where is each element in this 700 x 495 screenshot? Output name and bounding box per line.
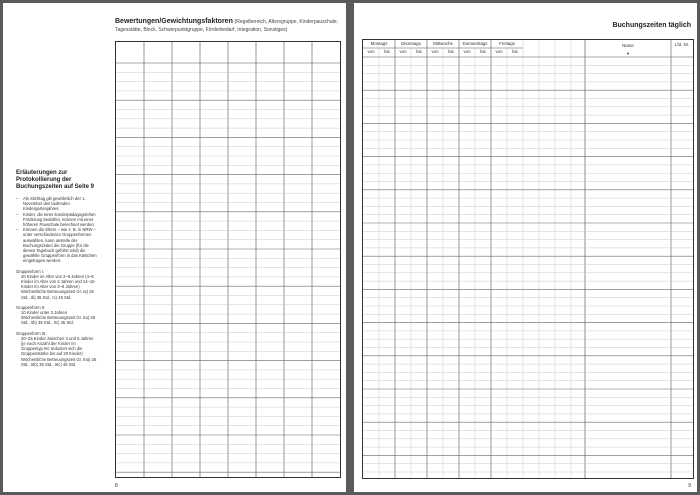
- explanation-sidebar: [16, 170, 98, 372]
- booking-times-table: [362, 39, 694, 479]
- bis-label: bis: [416, 49, 422, 54]
- bis-label: bis: [480, 49, 486, 54]
- day-header-monday: Montags: [370, 41, 388, 46]
- name-header-marker: ▾: [626, 51, 630, 56]
- right-page: [354, 3, 697, 492]
- day-header-friday: Freitags: [499, 41, 515, 46]
- explanation-bullet: – Kinder, die einer sonderpädagogischen Förderung bedürfen, können mit einer höheren Pauschale berechnet werden.: [16, 212, 98, 228]
- group-form-text: Wöchentliche Betreuungszeit Gr. Ia) 25 Std., Ib) 35 Std., Ic) 45 Std.: [21, 289, 94, 300]
- day-header-wednesday: Mittwochs: [433, 41, 453, 46]
- weighting-title-line2: Tagesstätte, Block, Schwerpunktgruppe, Förderbedarf, Integration, Sonstiges): [115, 27, 288, 33]
- page-number-left: 8: [115, 483, 118, 489]
- day-header-tuesday: Dienstags: [401, 41, 421, 46]
- group-form-1: [16, 269, 98, 300]
- left-page-title: [115, 18, 343, 34]
- explanation-heading: Erläuterungen zur Protokollierung der Buchungszeiten auf Seite 9: [16, 170, 95, 190]
- group-form-label: Gruppenform II:: [16, 304, 46, 310]
- von-label: von: [431, 49, 439, 54]
- booking-grid: [363, 40, 693, 478]
- lfd-nr-header: Lfd. Nr.: [674, 42, 690, 47]
- group-form-text: Wöchentliche Betreuungszeit Gr. IIa) 25 Std., IIb) 35 Std., IIc) 45 Std.: [21, 315, 96, 326]
- group-form-text: 20–25 Kinder zwischen 3 und 6 Jahren (je nach Anzahl der Kinder im Gruppentyp IIIc reduziert sich die Gruppenstärke bis auf 20 Kinder): [21, 335, 94, 357]
- weighting-title: Bewertungen/Gewichtungsfaktoren: [115, 18, 233, 25]
- name-header: Name: [622, 43, 634, 48]
- weighting-title-suffix: (Regelbereich, Altersgruppe, Kinderpauschale,: [234, 19, 339, 25]
- day-header-thursday: Donnerstags: [462, 41, 488, 46]
- group-form-text: Wöchentliche Betreuungszeit Gr. IIIa) 25 Std., IIIb) 35 Std., IIIc) 45 Std.: [21, 356, 97, 367]
- weighting-grid: [116, 42, 340, 477]
- bis-label: bis: [512, 49, 518, 54]
- weighting-table: [115, 41, 341, 478]
- group-form-label: Gruppenform III:: [16, 330, 47, 336]
- explanation-bullet: – Können die Eltern – wie z. B. in NRW – unter verschiedenen Gruppenformen auswählen, kann anstelle der Buchungszeiten die Gruppe (für die dieses Tagebuch geführt wird) die gewählte Gruppenform in das Kästchen eingetragen werden:: [16, 227, 98, 263]
- group-form-3: [16, 331, 98, 367]
- bis-label: bis: [448, 49, 454, 54]
- von-label: von: [399, 49, 407, 54]
- booking-times-title: Buchungszeiten täglich: [612, 22, 691, 29]
- von-label: von: [495, 49, 503, 54]
- left-page: [3, 3, 346, 492]
- group-form-text: 20 Kinder im Alter von 2–6 Jahren (4–6 Kinder im Alter von 2 Jahren und 14–16 Kinder im Alter von 3–6 Jahren): [21, 273, 95, 290]
- group-form-2: [16, 305, 98, 326]
- explanation-bullets: [16, 196, 98, 264]
- group-form-label: Gruppenform I:: [16, 268, 45, 274]
- explanation-bullet: – Als Stichtag gilt gewöhnlich der 1. November des laufenden Kindergartenjahres.: [16, 196, 98, 212]
- von-label: von: [367, 49, 375, 54]
- group-form-text: 10 Kinder unter 3 Jahren: [21, 310, 68, 316]
- page-number-right: 9: [688, 483, 691, 489]
- bis-label: bis: [384, 49, 390, 54]
- von-label: von: [463, 49, 471, 54]
